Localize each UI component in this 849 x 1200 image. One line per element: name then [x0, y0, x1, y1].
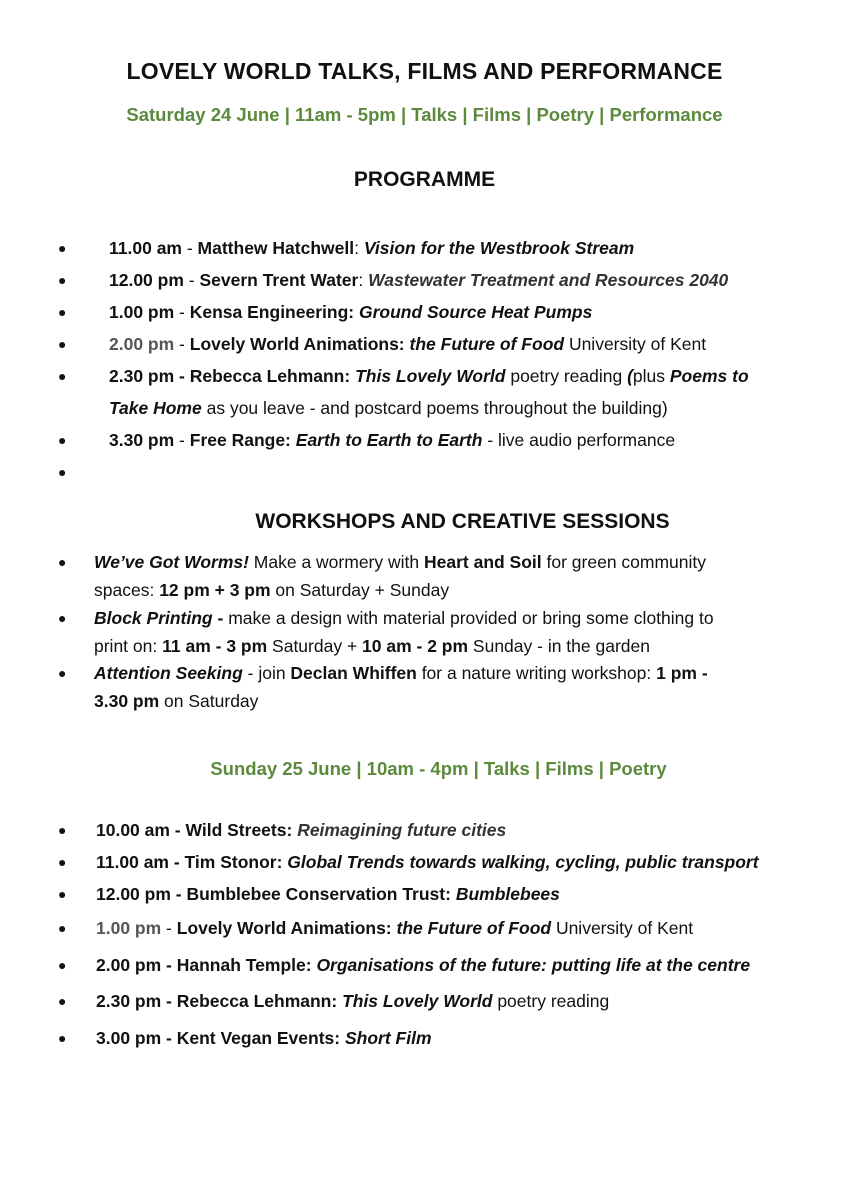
- bullet-icon: ●: [58, 432, 67, 448]
- item-title: Short Film: [344, 1028, 432, 1048]
- sun-item-4: [96, 918, 693, 939]
- bullet-icon: ●: [58, 368, 67, 384]
- workshop-text: spaces:: [94, 580, 160, 600]
- sat-item-5: [109, 366, 749, 387]
- item-time: 2.00 pm: [109, 334, 175, 354]
- bullet-icon: ●: [58, 304, 67, 320]
- item-speaker: Lovely World Animations:: [189, 334, 405, 354]
- item-title: Wastewater Treatment and Resources 2040: [368, 270, 729, 290]
- item-detail: (: [627, 366, 633, 386]
- workshop-text: for a nature writing workshop:: [416, 663, 657, 683]
- item-head: 2.30 pm - Rebecca Lehmann:: [96, 991, 343, 1011]
- item-speaker: Severn Trent Water: [199, 270, 359, 290]
- item-speaker: Kensa Engineering:: [189, 302, 355, 322]
- workshop-text: on Saturday: [159, 691, 259, 711]
- sun-item-2: [96, 852, 759, 873]
- item-speaker: Matthew Hatchwell: [197, 238, 355, 258]
- item-detail: poetry reading: [505, 366, 628, 386]
- saturday-subtitle: Saturday 24 June | 11am - 5pm | Talks | Films | Poetry | Performance: [126, 104, 723, 125]
- bullet-icon: ●: [58, 886, 67, 902]
- item-detail: University of Kent: [564, 334, 707, 354]
- item-head: 11.00 am - Tim Stonor:: [96, 852, 283, 872]
- bullet-icon: ●: [58, 665, 67, 681]
- sun-item-6: [96, 991, 609, 1012]
- separator: -: [161, 918, 177, 938]
- item-title: Organisations of the future: putting life at the centre: [316, 955, 751, 975]
- item-detail: - live audio performance: [482, 430, 676, 450]
- item-head: 3.00 pm - Kent Vegan Events:: [96, 1028, 341, 1048]
- sunday-subtitle: Sunday 25 June | 10am - 4pm | Talks | Films | Poetry: [210, 758, 667, 779]
- item-detail: plus: [632, 366, 670, 386]
- sat-item-3: [109, 302, 592, 323]
- workshops-heading: WORKSHOPS AND CREATIVE SESSIONS: [255, 510, 670, 533]
- item-time: 1.00 pm: [109, 302, 175, 322]
- workshop-host: Declan Whiffen: [290, 663, 417, 683]
- item-title: Poems to: [669, 366, 749, 386]
- workshop-1: [94, 552, 706, 573]
- bullet-icon: ●: [58, 1030, 67, 1046]
- separator: -: [183, 270, 200, 290]
- item-head: 12.00 pm - Bumblebee Conservation Trust:: [96, 884, 451, 904]
- sat-item-6: [109, 430, 675, 451]
- sun-item-3: [96, 884, 560, 905]
- workshop-title: We’ve Got Worms!: [94, 552, 249, 572]
- item-title: Vision for the Westbrook Stream: [363, 238, 635, 258]
- workshop-text: Sunday - in the garden: [468, 636, 650, 656]
- programme-heading: PROGRAMME: [353, 168, 496, 191]
- item-title: the Future of Food: [409, 334, 565, 354]
- sat-item-2: [109, 270, 728, 291]
- item-speaker: Free Range:: [189, 430, 291, 450]
- item-detail: University of Kent: [551, 918, 694, 938]
- item-head: 2.00 pm - Hannah Temple:: [96, 955, 312, 975]
- workshop-time: 12 pm + 3 pm: [159, 580, 271, 600]
- workshop-3: [94, 663, 708, 684]
- item-detail: as you leave - and postcard poems throughout the building): [201, 398, 668, 418]
- separator: -: [174, 334, 190, 354]
- item-head: 2.30 pm - Rebecca Lehmann:: [109, 366, 351, 386]
- item-title: the Future of Food: [396, 918, 552, 938]
- workshop-time: 1 pm -: [656, 663, 708, 683]
- item-title: Ground Source Heat Pumps: [358, 302, 593, 322]
- workshop-2-cont: [94, 636, 650, 657]
- bullet-icon: ●: [58, 920, 67, 936]
- item-time: 1.00 pm: [96, 918, 162, 938]
- item-title: Take Home: [109, 398, 202, 418]
- sun-item-5: [96, 955, 750, 976]
- workshop-3-cont: [94, 691, 258, 712]
- separator: -: [181, 238, 198, 258]
- bullet-icon: ●: [58, 336, 67, 352]
- bullet-icon: ●: [58, 822, 67, 838]
- sat-item-1: [109, 238, 634, 259]
- separator: -: [174, 430, 190, 450]
- item-title: This Lovely World: [355, 366, 506, 386]
- sat-item-4: [109, 334, 706, 355]
- item-detail: poetry reading: [492, 991, 610, 1011]
- item-head: 10.00 am - Wild Streets:: [96, 820, 293, 840]
- bullet-icon: ●: [58, 240, 67, 256]
- bullet-icon: ●: [58, 854, 67, 870]
- page-title: LOVELY WORLD TALKS, FILMS AND PERFORMANCE: [126, 58, 723, 84]
- bullet-icon: ●: [58, 610, 67, 626]
- item-time: 12.00 pm: [109, 270, 184, 290]
- item-title: Global Trends towards walking, cycling, public transport: [287, 852, 759, 872]
- workshop-text: for green community: [541, 552, 707, 572]
- separator: -: [174, 302, 190, 322]
- item-time: 11.00 am: [109, 238, 182, 258]
- sun-item-7: [96, 1028, 432, 1049]
- separator: :: [358, 270, 369, 290]
- workshop-time: 3.30 pm: [94, 691, 160, 711]
- workshop-text: - join: [242, 663, 291, 683]
- workshop-title: Block Printing: [94, 608, 213, 628]
- workshop-host: Heart and Soil: [423, 552, 542, 572]
- workshop-text: Make a wormery with: [248, 552, 424, 572]
- workshop-time: 10 am - 2 pm: [362, 636, 469, 656]
- separator: :: [354, 238, 364, 258]
- item-title: Reimagining future cities: [297, 820, 507, 840]
- item-speaker: Lovely World Animations:: [176, 918, 392, 938]
- sat-item-5-cont: [109, 398, 668, 419]
- bullet-icon: ●: [58, 464, 67, 480]
- item-title: This Lovely World: [342, 991, 493, 1011]
- item-title: Earth to Earth to Earth: [295, 430, 483, 450]
- workshop-text: -: [212, 608, 224, 628]
- workshop-title: Attention Seeking: [94, 663, 243, 683]
- item-title: Bumblebees: [455, 884, 560, 904]
- workshop-2: [94, 608, 714, 629]
- workshop-text: on Saturday + Sunday: [270, 580, 450, 600]
- bullet-icon: ●: [58, 272, 67, 288]
- bullet-icon: ●: [58, 957, 67, 973]
- item-time: 3.30 pm: [109, 430, 175, 450]
- workshop-text: print on:: [94, 636, 163, 656]
- bullet-icon: ●: [58, 554, 67, 570]
- workshop-text: make a design with material provided or bring some clothing to: [223, 608, 714, 628]
- workshop-text: Saturday +: [267, 636, 363, 656]
- workshop-time: 11 am - 3 pm: [162, 636, 268, 656]
- sun-item-1: [96, 820, 506, 841]
- bullet-icon: ●: [58, 993, 67, 1009]
- workshop-1-cont: [94, 580, 449, 601]
